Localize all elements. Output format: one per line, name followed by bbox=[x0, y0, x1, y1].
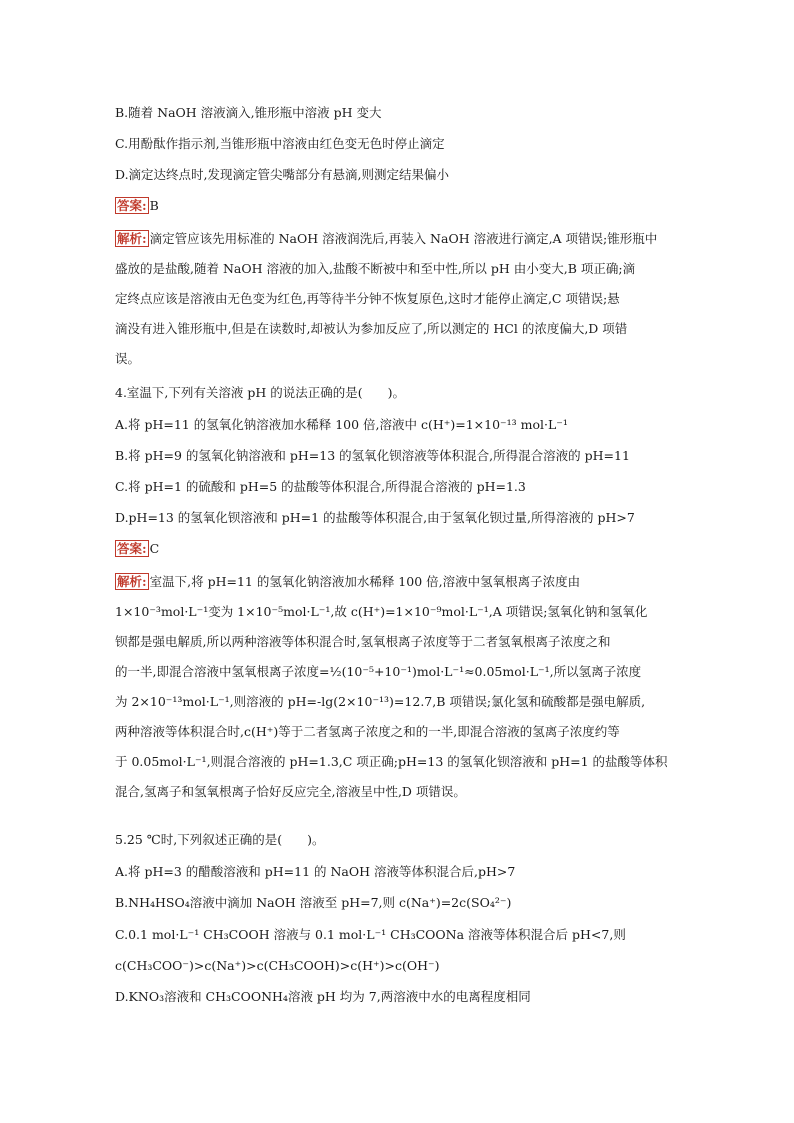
analysis-line: 室温下,将 pH=11 的氢氧化钠溶液加水稀释 100 倍,溶液中氢氧根离子浓度由 bbox=[149, 574, 581, 589]
analysis-line: 于 0.05mol·L⁻¹,则混合溶液的 pH=1.3,C 项正确;pH=13 的氢氧化钡溶液和 pH=1 的盐酸等体积 bbox=[115, 754, 668, 769]
q5-stem: 5.25 ℃时,下列叙述正确的是( )。 bbox=[115, 832, 325, 847]
analysis-line: 误。 bbox=[115, 351, 141, 366]
q3-answer bbox=[115, 197, 159, 215]
q4-stem: 4.室温下,下列有关溶液 pH 的说法正确的是( )。 bbox=[115, 385, 406, 400]
answer-value: C bbox=[149, 541, 160, 556]
analysis-tag: 解析: bbox=[117, 574, 147, 589]
analysis-line: 滴没有进入锥形瓶中,但是在读数时,却被认为参加反应了,所以测定的 HCl 的浓度偏大,D 项错 bbox=[115, 321, 628, 336]
answer-value: B bbox=[149, 198, 159, 213]
answer-tag: 答案: bbox=[117, 541, 147, 556]
analysis-line: 滴定管应该先用标准的 NaOH 溶液润洗后,再装入 NaOH 溶液进行滴定,A 项错误;锥形瓶中 bbox=[149, 231, 658, 246]
analysis-line: 定终点应该是溶液由无色变为红色,再等待半分钟不恢复原色,这时才能停止滴定,C 项错误;悬 bbox=[115, 291, 620, 306]
q5-option-b: B.NH₄HSO₄溶液中滴加 NaOH 溶液至 pH=7,则 c(Na⁺)=2c(SO₄²⁻) bbox=[115, 895, 512, 910]
analysis-line: 混合,氢离子和氢氧根离子恰好反应完全,溶液呈中性,D 项错误。 bbox=[115, 784, 466, 799]
analysis-tag: 解析: bbox=[117, 231, 147, 246]
q4-option-b: B.将 pH=9 的氢氧化钠溶液和 pH=13 的氢氧化钡溶液等体积混合,所得混合溶液的 pH=11 bbox=[115, 448, 630, 463]
analysis-line: 两种溶液等体积混合时,c(H⁺)等于二者氢离子浓度之和的一半,即混合溶液的氢离子浓度约等 bbox=[115, 724, 620, 739]
analysis-line: 1×10⁻³mol·L⁻¹变为 1×10⁻⁵mol·L⁻¹,故 c(H⁺)=1×10⁻⁹mol·L⁻¹,A 项错误;氢氧化钠和氢氧化 bbox=[115, 604, 648, 619]
q3-option-b: B.随着 NaOH 溶液滴入,锥形瓶中溶液 pH 变大 bbox=[115, 105, 382, 120]
q3-option-d: D.滴定达终点时,发现滴定管尖嘴部分有悬滴,则测定结果偏小 bbox=[115, 167, 449, 182]
q4-option-c: C.将 pH=1 的硫酸和 pH=5 的盐酸等体积混合,所得混合溶液的 pH=1.3 bbox=[115, 479, 526, 494]
answer-tag: 答案: bbox=[117, 198, 147, 213]
analysis-line: 钡都是强电解质,所以两种溶液等体积混合时,氢氧根离子浓度等于二者氢氧根离子浓度之和 bbox=[115, 634, 611, 649]
q3-option-c: C.用酚酞作指示剂,当锥形瓶中溶液由红色变无色时停止滴定 bbox=[115, 136, 445, 151]
analysis-line: 盛放的是盐酸,随着 NaOH 溶液的加入,盐酸不断被中和至中性,所以 pH 由小变大,B 项正确;滴 bbox=[115, 261, 636, 276]
q4-answer bbox=[115, 540, 159, 558]
q4-analysis bbox=[115, 572, 685, 812]
q5-option-c-continued: c(CH₃COO⁻)>c(Na⁺)>c(CH₃COOH)>c(H⁺)>c(OH⁻) bbox=[115, 958, 440, 973]
q5-option-a: A.将 pH=3 的醋酸溶液和 pH=11 的 NaOH 溶液等体积混合后,pH>7 bbox=[115, 864, 516, 879]
q4-option-a: A.将 pH=11 的氢氧化钠溶液加水稀释 100 倍,溶液中 c(H⁺)=1×10⁻¹³ mol·L⁻¹ bbox=[115, 417, 568, 432]
q4-option-d: D.pH=13 的氢氧化钡溶液和 pH=1 的盐酸等体积混合,由于氢氧化钡过量,所得溶液的 pH>7 bbox=[115, 510, 635, 525]
q5-option-d: D.KNO₃溶液和 CH₃COONH₄溶液 pH 均为 7,两溶液中水的电离程度相同 bbox=[115, 989, 531, 1004]
analysis-line: 为 2×10⁻¹³mol·L⁻¹,则溶液的 pH=-lg(2×10⁻¹³)=12.7,B 项错误;氯化氢和硫酸都是强电解质, bbox=[115, 694, 646, 709]
analysis-line: 的一半,即混合溶液中氢氧根离子浓度=½(10⁻⁵+10⁻¹)mol·L⁻¹≈0.05mol·L⁻¹,所以氢离子浓度 bbox=[115, 664, 642, 679]
q5-option-c: C.0.1 mol·L⁻¹ CH₃COOH 溶液与 0.1 mol·L⁻¹ CH₃COONa 溶液等体积混合后 pH<7,则 bbox=[115, 927, 626, 942]
q3-analysis bbox=[115, 229, 685, 379]
